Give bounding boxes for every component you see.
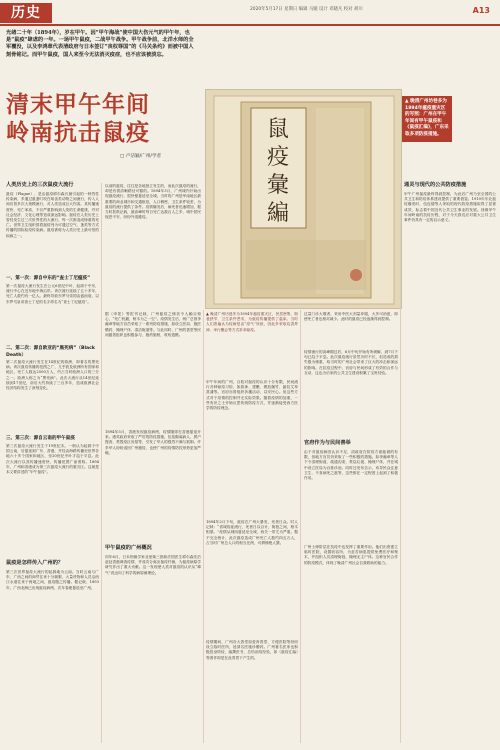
column-divider — [101, 183, 102, 743]
photo-side-caption: ▲ 晚清广州坊巷多为1894年瘟疫重灾区，民居密集、街巷狭窄、卫生条件恶劣，为鼠疫传播提供了温床。当时人们普遍认为疫病是由“疫气”所致，因此多采取烧香拜神、举行醮会等方式祈求驱疫。 — [206, 312, 298, 332]
section-heading: 通灵与现代的公共防疫措施 — [404, 182, 467, 188]
lead-paragraph: 光绪二十年（1894年），岁在甲午。因“甲午海战”使中国大伤元气的甲午年，也是“鼠疫”肆虐的一年。一场甲午鼠疫，二战甲午战争。甲午战争前，北洋水师的全军覆没，以及李鸿章代表清政府与日本签订“丧权辱国”的《马关条约》而被中国人刻骨铭记。而甲午鼠疫，国人来至今无法消灭疫症，也不应该被淡忘。 — [6, 30, 194, 58]
body-text: 第三次鼠疫大流行发生于19世纪末。一般认为起源于中国云南，后蔓延到广东、香港，并经由海路传播至世界各地六十多个国家和地区，至20世纪中叶才趋于平息。此次大流行以其传播速度快、传播范围广而著称。1894年，广州和香港成为第三次鼠疫大流行的重灾区。这就是本文要讲述的“甲午鼠疫”。 — [6, 444, 99, 475]
section-heading: 官府作为与民间善举 — [304, 440, 351, 446]
article-title — [6, 91, 201, 147]
body-text: 甲午年间的广州，百姓对鼠疫的认识十分有限，民间流行各种驱疫习俗，如游神、建醮、燃放爆竹、悬挂艾草菖蒲等。官府亦曾组织祈禳活动，以安民心。但这些方式对于疫情的控制并无实际效果。随着疫情的加重，一些有识之士开始反思传统防疫方式，并逐渐接受西方医学的防疫理念。 — [206, 380, 298, 411]
body-text: 广州士绅阶层在抗疫中也发挥了重要作用。他们出资建立临时医院，设置收容所，为贫苦病患提供免费医疗和棺木，并组织人员清理街巷，掩埋无主尸体。这种官民合作的防疫模式，体现了晚清广州社会自我救助的能力。 — [304, 545, 398, 565]
body-text: 第一次鼠疫大流行发生在公元6世纪中叶，起源于中东，流行中心在近东地中海沿岸。该次流行延续了五十多年，死亡人数约有一亿人。最终导致东罗马帝国由盛而衰，以东罗马皇帝查士丁尼的名字命名为“查士丁尼瘟疫”。 — [6, 284, 99, 304]
column-divider — [203, 310, 204, 743]
body-text: 以前的鼠疫，往往是各地独立发生的，而此次鼠疫的流行，却是有着清晰路径可循的。1894年3月，广州城内开始出现鼠疫流行，很快便蔓延至全城。当时的广州是华南地区最重要的商业城市和交通枢纽，人口稠密，卫生条件较差，为鼠疫的流行提供了条件。疫情爆发后，病死者迅速增加，据当时报纸记载，最高峰时每日死亡达数百人之多，城中居民惶恐不安，纷纷外逃避疫。 — [105, 184, 201, 220]
section-heading: 鼠疫是怎样传入广州的？ — [6, 560, 64, 566]
body-text: 第三次世界鼠疫大流行的起源地为云南。当时云南与广东、广西之间的商贸往来十分频繁，大量货物和人员沿西江水道往来于两地之间，鼠疫随之传播。据记载，1893年，广西北海已出现鼠疫病例，次年春便蔓延至广州。 — [6, 570, 99, 590]
body-text: 1894年2月下旬，鼠疫在广州大暴发，死者日众。时人记载：“省城疫症流行，死者日以百计，街巷之间，棺木相望。”疫情从城西蔓延至全城，西关一带尤为严重。据不完全统计，此次鼠疫造成广州死亡人数约四五万人，占当时广州总人口的相当比例，可谓惨绝人寰。 — [206, 520, 298, 545]
body-text: 鼠疫（Plague），是由鼠疫耶尔森氏菌引起的一种烈性传染病，多通过鼠蚤叮咬在啮齿类动物之间流行，传入人间后曾多次大规模流行，对人类造成巨大伤害。其传播速度快、死亡率高，不仅严重影响到人类的生命健康，并对社会经济、文化心理等造成深远影响。鼠疫在人类历史上曾经发生过三次世界性的大流行，每一次都造成惨重的死亡。世界卫生组织曾将鼠疫列为可通过空气、蚤类等方式传播的国际检疫传染病。鼠疫被称为人类历史上最可怕的疾病之一。 — [6, 192, 99, 238]
body-text: 疫情期间，广州各大善堂如爱育善堂、方便医院等纷纷设立临时医所，延请名医施诊赠药。广州著名医家也积极投身防疫，编撰医书，总结治疫经验，如《鼠疫汇编》等著作即是在此背景下产生的。 — [206, 640, 298, 660]
column-divider — [300, 310, 301, 743]
body-text: 过量门诊大增者，采用中医大剂量冲服，大多可治愈，即使死亡者也相对减少。此时的鼠疫已经逐渐得到控制。 — [304, 312, 398, 322]
page-number: A13 — [472, 6, 490, 15]
svg-text:鼠: 鼠 — [266, 117, 290, 142]
svg-text:疫: 疫 — [266, 145, 290, 170]
section-heading: 人类历史上的三次鼠疫大流行 — [6, 182, 74, 188]
subsection-heading: 三、第三次：源自云南的甲午鼠疫 — [6, 436, 75, 441]
issue-meta: 2020年5月17日 星期日 编辑 马媛 设计 邓晓凡 校对 胡川 — [250, 7, 363, 12]
book-cover-illustration — [206, 90, 401, 308]
body-text: 第二次鼠疫大流行发生在14世纪的欧洲，即著名的黑死病。该次鼠疫传播的范围之广，几乎波及欧洲所有国家和地区，死亡人数达2500万人，约占当时欧洲人口的三分之一。欧洲人称之为“黑死病”。此次大流行从14世纪延续到17世纪，前后大约持续了三百多年，造成欧洲社会经济结构发生了深刻变化。 — [6, 360, 99, 391]
section-label: 历史 — [0, 3, 52, 23]
subsection-heading: 一、第一次：源自中东的“查士丁尼瘟疫” — [6, 276, 91, 281]
book-cover-photo — [205, 89, 402, 309]
body-text: 同年6月，日本细菌学家北里柴三郎和法国医生耶尔森先后赶赴香港调查疫情，并成功分离出鼠疫杆菌，为鼠疫病原学研究作出了重大贡献。这一发现使人类对鼠疫的认识从“瘴气”说迈向了科学的病原菌理论。 — [105, 555, 201, 575]
section-heading: 甲午鼠疫的广州概况 — [105, 545, 152, 551]
column-divider — [400, 183, 401, 743]
title-line-1: 清末甲午年间 — [6, 92, 150, 118]
header-rule — [0, 24, 500, 26]
body-text: 疫情流行的高峰期过后，6月中旬开始有所缓解，到7月下旬已趋于平息。此次鼠疫流行虽然历时不长，但造成的损失极为惨重，给当时的广州社会带来了巨大的冲击和深远的影响。在抗疫过程中，官府与民间形成了有效的合作与互动，这也为后来的公共卫生建设积累了宝贵经验。 — [304, 350, 398, 375]
body-text: 1894年5月，香港发现鼠疫病例，疫情随即在香港蔓延开来。港英政府采取了严厉的防疫措施，包括隔离病人、挨户搜查、焚毁疫区房屋等，引发了华人的强烈不满与抵制。许多华人纷纷返回广州避疫，也使广州的疫情防控形势更加严峻。 — [105, 430, 201, 455]
title-line-2: 岭南抗击鼠疫 — [6, 120, 150, 146]
body-text: 甲午广州鼠疫最终得到控制，为此后广州乃至全国的公共卫生和防疫体系建设提供了重要借鉴。1910年东北鼠疫爆发时，伍连德等人采取的现代防疫措施取得了显著成效，标志着中国近代公共卫生事业的发展。回顾甲午年间岭南的抗疫历程，对于今天我们应对重大公共卫生事件仍具有一定的启示意义。 — [404, 192, 496, 223]
author-byline: □ 卢洁颖/广州/学者 — [120, 154, 162, 159]
body-text: 据《申报》等报刊记载，广州鼠疫之惨状令人触目惊心，“死亡枕藉，棺木为之一空”。疫情发生后，两广总督李瀚章等地方官员采取了一系列防疫措施，如设立医局、施医赠药、掩埋尸体、清洁街道等。与此同时，广州的善堂等民间慈善组织也积极参与，施药施棺，收殓遗骸。 — [105, 312, 201, 337]
subsection-heading: 二、第二次：源自欧亚的“黑死病”（Black Death） — [6, 346, 95, 358]
body-text: 由于对鼠疫病因认识不足，清政府在防疫方面能做的有限，但地方官员仍采取了一些积极的措施。如李瀚章等人下令清理街道、疏通沟渠、焚烧垃圾、掩埋尸体，并在城中设立医局为百姓诊治。同时还发布告示，劝导民众注意卫生、不食病死之鼠等，这些都在一定程度上起到了积极作用。 — [304, 450, 398, 481]
svg-text:彙: 彙 — [266, 173, 290, 198]
photo-caption: ▲ 晚清广州坊巷多为1894年瘟疫重灾区的写照：广州在甲午年间有甲午鼠疫和《鼠疫汇编》，广东采取多项防疫措施。 — [402, 96, 452, 142]
svg-text:編: 編 — [266, 201, 290, 226]
